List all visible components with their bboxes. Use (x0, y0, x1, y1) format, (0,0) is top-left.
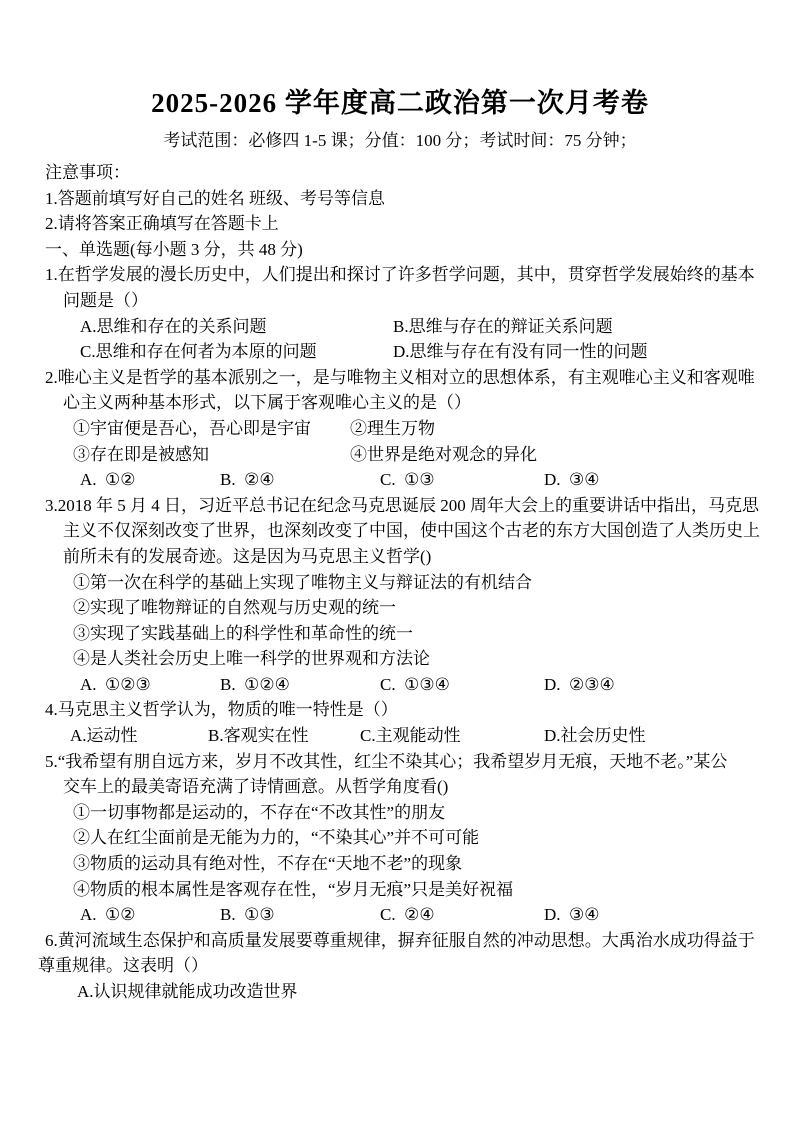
sub-item-3: ③物质的运动具有绝对性，不存在“天地不老”的现象 (73, 854, 463, 874)
answer-a: A.运动性 (70, 726, 138, 746)
answer-a: A. ①② (80, 470, 136, 490)
sub-item-2: ②人在红尘面前是无能为力的，“不染其心”并不可可能 (73, 828, 480, 848)
question-3-stem-continuation: 主义不仅深刻改变了世界，也深刻改变了中国，使中国这个古老的东方大国创造了人类历史上 (63, 521, 760, 541)
question-6 (38, 928, 755, 1005)
question-2-number: 2. (45, 367, 58, 387)
question-2-subitems-row-2 (45, 442, 755, 468)
sub-item-4: ④物质的根本属性是客观存在性，“岁月无痕”只是美好祝福 (73, 879, 514, 899)
sub-item-1: ①宇宙便是吾心，吾心即是宇宙 (73, 418, 311, 438)
notice-item-1: 1.答题前填写好自己的姓名 班级、考号等信息 (45, 188, 385, 208)
answer-b: B. ①③ (220, 905, 275, 925)
answer-c: C. ②④ (380, 905, 435, 925)
sub-item-1: ①第一次在科学的基础上实现了唯物主义与辩证法的有机结合 (73, 572, 532, 592)
answer-c: C.主观能动性 (360, 726, 461, 746)
question-6-stem-continuation: 尊重规律。这表明（） (38, 956, 208, 976)
sub-item-4: ④世界是绝对观念的异化 (350, 444, 537, 464)
question-5-number: 5. (45, 751, 58, 771)
answer-d: D. ③④ (544, 905, 600, 925)
sub-item-3: ③存在即是被感知 (73, 444, 209, 464)
page-title: 2025-2026 学年度高二政治第一次月考卷 (151, 88, 649, 118)
question-4-answers-row (45, 723, 755, 749)
question-5-stem-continuation: 交车上的最美寄语充满了诗情画意。从哲学角度看() (63, 777, 449, 797)
question-5 (45, 749, 755, 928)
sub-item-2: ②实现了唯物辩证的自然观与历史观的统一 (73, 598, 396, 618)
question-4-stem (45, 697, 755, 723)
question-3-answers-row (45, 672, 755, 698)
question-1-stem (45, 262, 755, 288)
answer-a: A. ①② (80, 905, 136, 925)
question-2-subitems-row-1 (45, 416, 755, 442)
exam-body (38, 160, 760, 1005)
notice-item-2: 2.请将答案正确填写在答题卡上 (45, 214, 279, 234)
answer-d: D.社会历史性 (544, 726, 646, 746)
question-3 (45, 493, 760, 698)
question-1-options-row-2 (45, 339, 755, 365)
question-4-stem-text: 马克思主义哲学认为，物质的唯一特性是（） (57, 700, 398, 720)
option-a: A.思维和存在的关系问题 (80, 316, 267, 336)
sub-item-2: ②理生万物 (350, 418, 435, 438)
section-heading: 一、单选题(每小题 3 分，共 48 分) (45, 239, 303, 259)
question-2-stem-continuation: 心主义两种基本形式，以下属于客观唯心主义的是（） (63, 393, 471, 413)
sub-item-3: ③实现了实践基础上的科学性和革命性的统一 (73, 623, 413, 643)
answer-d: D. ②③④ (544, 674, 615, 694)
question-4-number: 4. (45, 700, 58, 720)
question-3-number: 3. (45, 495, 58, 515)
question-1-stem-text: 在哲学发展的漫长历史中，人们提出和探讨了许多哲学问题，其中，贯穿哲学发展始终的基本 (57, 265, 755, 285)
question-1 (45, 262, 755, 364)
question-2-answers-row (45, 467, 755, 493)
option-b: B.思维与存在的辩证关系问题 (393, 316, 613, 336)
question-3-stem (45, 493, 759, 519)
question-5-answers-row (45, 902, 755, 928)
question-6-stem-text: 黄河流域生态保护和高质量发展要尊重规律，摒弃征服自然的冲动思想。大禹治水成功得益于 (57, 930, 755, 950)
answer-b: B.客观实在性 (208, 726, 309, 746)
question-5-stem (45, 749, 755, 775)
option-c: C.思维和存在何者为本原的问题 (80, 342, 317, 362)
question-6-stem (45, 928, 755, 954)
sub-item-4: ④是人类社会历史上唯一科学的世界观和方法论 (73, 649, 430, 669)
question-5-stem-text: “我希望有朋自远方来，岁月不改其性，红尘不染其心；我希望岁月无痕，天地不老。”某公 (57, 751, 728, 771)
question-3-stem-continuation: 前所未有的发展奇迹。这是因为马克思主义哲学() (63, 546, 432, 566)
option-a: A.认识规律就能成功改造世界 (77, 982, 298, 1001)
exam-info-line: 考试范围：必修四 1-5 课；分值：100 分；考试时间：75 分钟； (163, 131, 637, 150)
question-2 (45, 365, 755, 493)
answer-d: D. ③④ (544, 470, 600, 490)
question-1-stem-continuation: 问题是（） (63, 290, 148, 310)
answer-b: B. ②④ (220, 470, 275, 490)
question-6-number: 6. (45, 930, 58, 950)
option-d: D.思维与存在有没有同一性的问题 (393, 342, 648, 362)
sub-item-1: ①一切事物都是运动的，不存在“不改其性”的朋友 (73, 802, 446, 822)
answer-a: A. ①②③ (80, 674, 151, 694)
question-2-stem-text: 唯心主义是哲学的基本派别之一，是与唯物主义相对立的思想体系，有主观唯心主义和客观唯 (57, 367, 755, 387)
question-3-stem-text: 2018 年 5 月 4 日，习近平总书记在纪念马克思诞辰 200 周年大会上的重要讲话中指出，马克思 (57, 495, 759, 515)
question-1-options-row-1 (45, 314, 755, 340)
question-1-number: 1. (45, 265, 58, 285)
notice-heading: 注意事项： (45, 163, 130, 182)
answer-c: C. ①③ (380, 470, 435, 490)
answer-b: B. ①②④ (220, 674, 290, 694)
answer-c: C. ①③④ (380, 674, 450, 694)
question-4 (45, 697, 755, 748)
question-2-stem (45, 365, 755, 391)
